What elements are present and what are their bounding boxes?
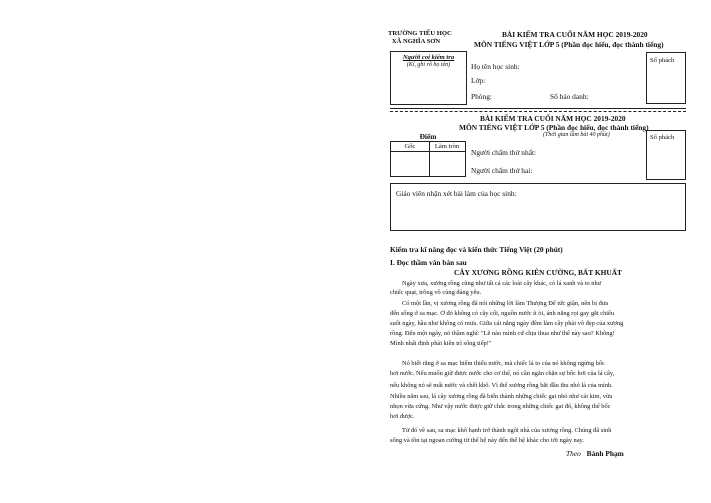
story-line: hơi nước. Nếu muốn giữ được nước cho cơ thể, nó cần ngăn chặn sự bốc hơi của lá cây,: [390, 370, 615, 377]
so-phach-label-top: Số phách: [650, 57, 675, 64]
school-name-line1: TRƯỜNG TIỂU HỌC: [388, 30, 452, 37]
story-source: [566, 449, 624, 458]
room-label: Phòng:: [471, 92, 492, 101]
score-box-header-line: [391, 151, 465, 152]
so-phach-label: Số phách: [650, 134, 675, 141]
score-exam-title: BÀI KIỂM TRA CUỐI NĂM HỌC 2019-2020: [480, 114, 626, 123]
story-title: CÂY XƯƠNG RỒNG KIÊN CƯỜNG, BẤT KHUẤT: [453, 268, 622, 277]
proctor-note: (Kí, ghi rõ họ tên): [406, 62, 451, 68]
story-line: chiếc quạt, trông vô cùng đáng yêu.: [390, 289, 482, 296]
source-author: Bành Phạm: [586, 449, 624, 458]
story-line: Có một lần, vị xương rồng đã nói những lời làm Thượng Đế tức giận, nên bị đưa: [402, 300, 609, 307]
goc-label: Gốc: [404, 143, 416, 150]
teacher-comments-box: [390, 183, 686, 231]
score-exam-subject: MÔN TIẾNG VIỆT LỚP 5 (Phần đọc hiểu, đọc thành tiếng): [459, 123, 649, 132]
story-line: hơi được.: [390, 413, 415, 420]
diem-label: Điểm: [419, 132, 437, 141]
so-phach-box-top: [646, 52, 686, 104]
exam-title: BÀI KIỂM TRA CUỐI NĂM HỌC 2019-2020: [502, 30, 648, 39]
time-note: (Thời gian làm bài 40 phút): [543, 132, 610, 138]
story-line: Nó biết rằng ở sa mạc hiếm thiếu nước, mà chiếc lá to của nó không ngừng bốc: [402, 360, 605, 367]
story-line: nhọn vừa cứng. Như vậy nước được giữ chắc trong những chiếc gai đó, không thể bốc: [390, 403, 611, 410]
section-title: Kiểm tra kĩ năng đọc và kiến thức Tiếng Việt (20 phút): [390, 245, 563, 254]
story-line: Từ đó về sau, sa mạc khô hạnh trở thành ngôi nhà của xương rồng. Chúng đã sinh: [402, 427, 612, 434]
story-line: đến sống ở sa mạc. Ở đó không có cây cối, nguồn nước ít ỏi, ánh nắng rọi gay gắt chiếu: [390, 310, 615, 317]
lam-tron-label: Làm tròn: [434, 143, 460, 150]
header-divider-2: [390, 111, 686, 112]
story-line: Ngày xưa, xương rồng cũng như tất cả các loài cây khác, có lá xanh và to như: [402, 280, 602, 287]
story-line: suốt ngày, hầu như không có mưa. Giữa cái nắng ngày đêm làm cây phải vô đẹp của xương: [390, 320, 624, 327]
source-prefix: Theo: [566, 449, 581, 458]
header-divider-1: [390, 108, 686, 109]
proctor-box: [390, 51, 467, 105]
score-box: [390, 141, 466, 177]
proctor-label: Người coi kiểm tra: [402, 54, 455, 61]
grader2-label: Người chấm thứ hai:: [471, 166, 533, 175]
story-line: nếu không nó sẽ mất nước và chết khô. Vì thế xương rồng bắt đầu thu nhỏ lá của mình.: [390, 382, 613, 389]
grader1-label: Người chấm thứ nhất:: [471, 148, 537, 157]
so-phach-box: [646, 130, 686, 180]
story-line: Nhiều năm sau, lá cây xương rồng đã biến thành những chiếc gai nhỏ như cái kim, vừa: [390, 393, 613, 400]
exam-subject: MÔN TIẾNG VIỆT LỚP 5 (Phần đọc hiểu, đọc thành tiếng): [474, 40, 664, 49]
story-line: Mình nhất định phải kiên trì sống tiếp!": [390, 340, 492, 347]
story-line: rồng. Đến một ngày, nó thầm nghĩ: "Lẽ nào mình cứ chịu thua như thế này sao? Không!: [390, 330, 615, 337]
story-line: sống và tồn tại ngoan cường từ thế hệ này đến thế hệ khác cho tới ngày nay.: [390, 437, 584, 444]
school-name-line2: XÃ NGHĨA SƠN: [391, 38, 441, 45]
student-name-label: Họ tên học sinh:: [471, 62, 520, 71]
part-title: I. Đọc thầm văn bản sau: [390, 258, 467, 267]
class-label: Lớp:: [471, 76, 486, 85]
candidate-number-label: Số báo danh:: [550, 92, 589, 101]
teacher-comments-label: Giáo viên nhận xét bài làm của học sinh:: [396, 189, 517, 198]
